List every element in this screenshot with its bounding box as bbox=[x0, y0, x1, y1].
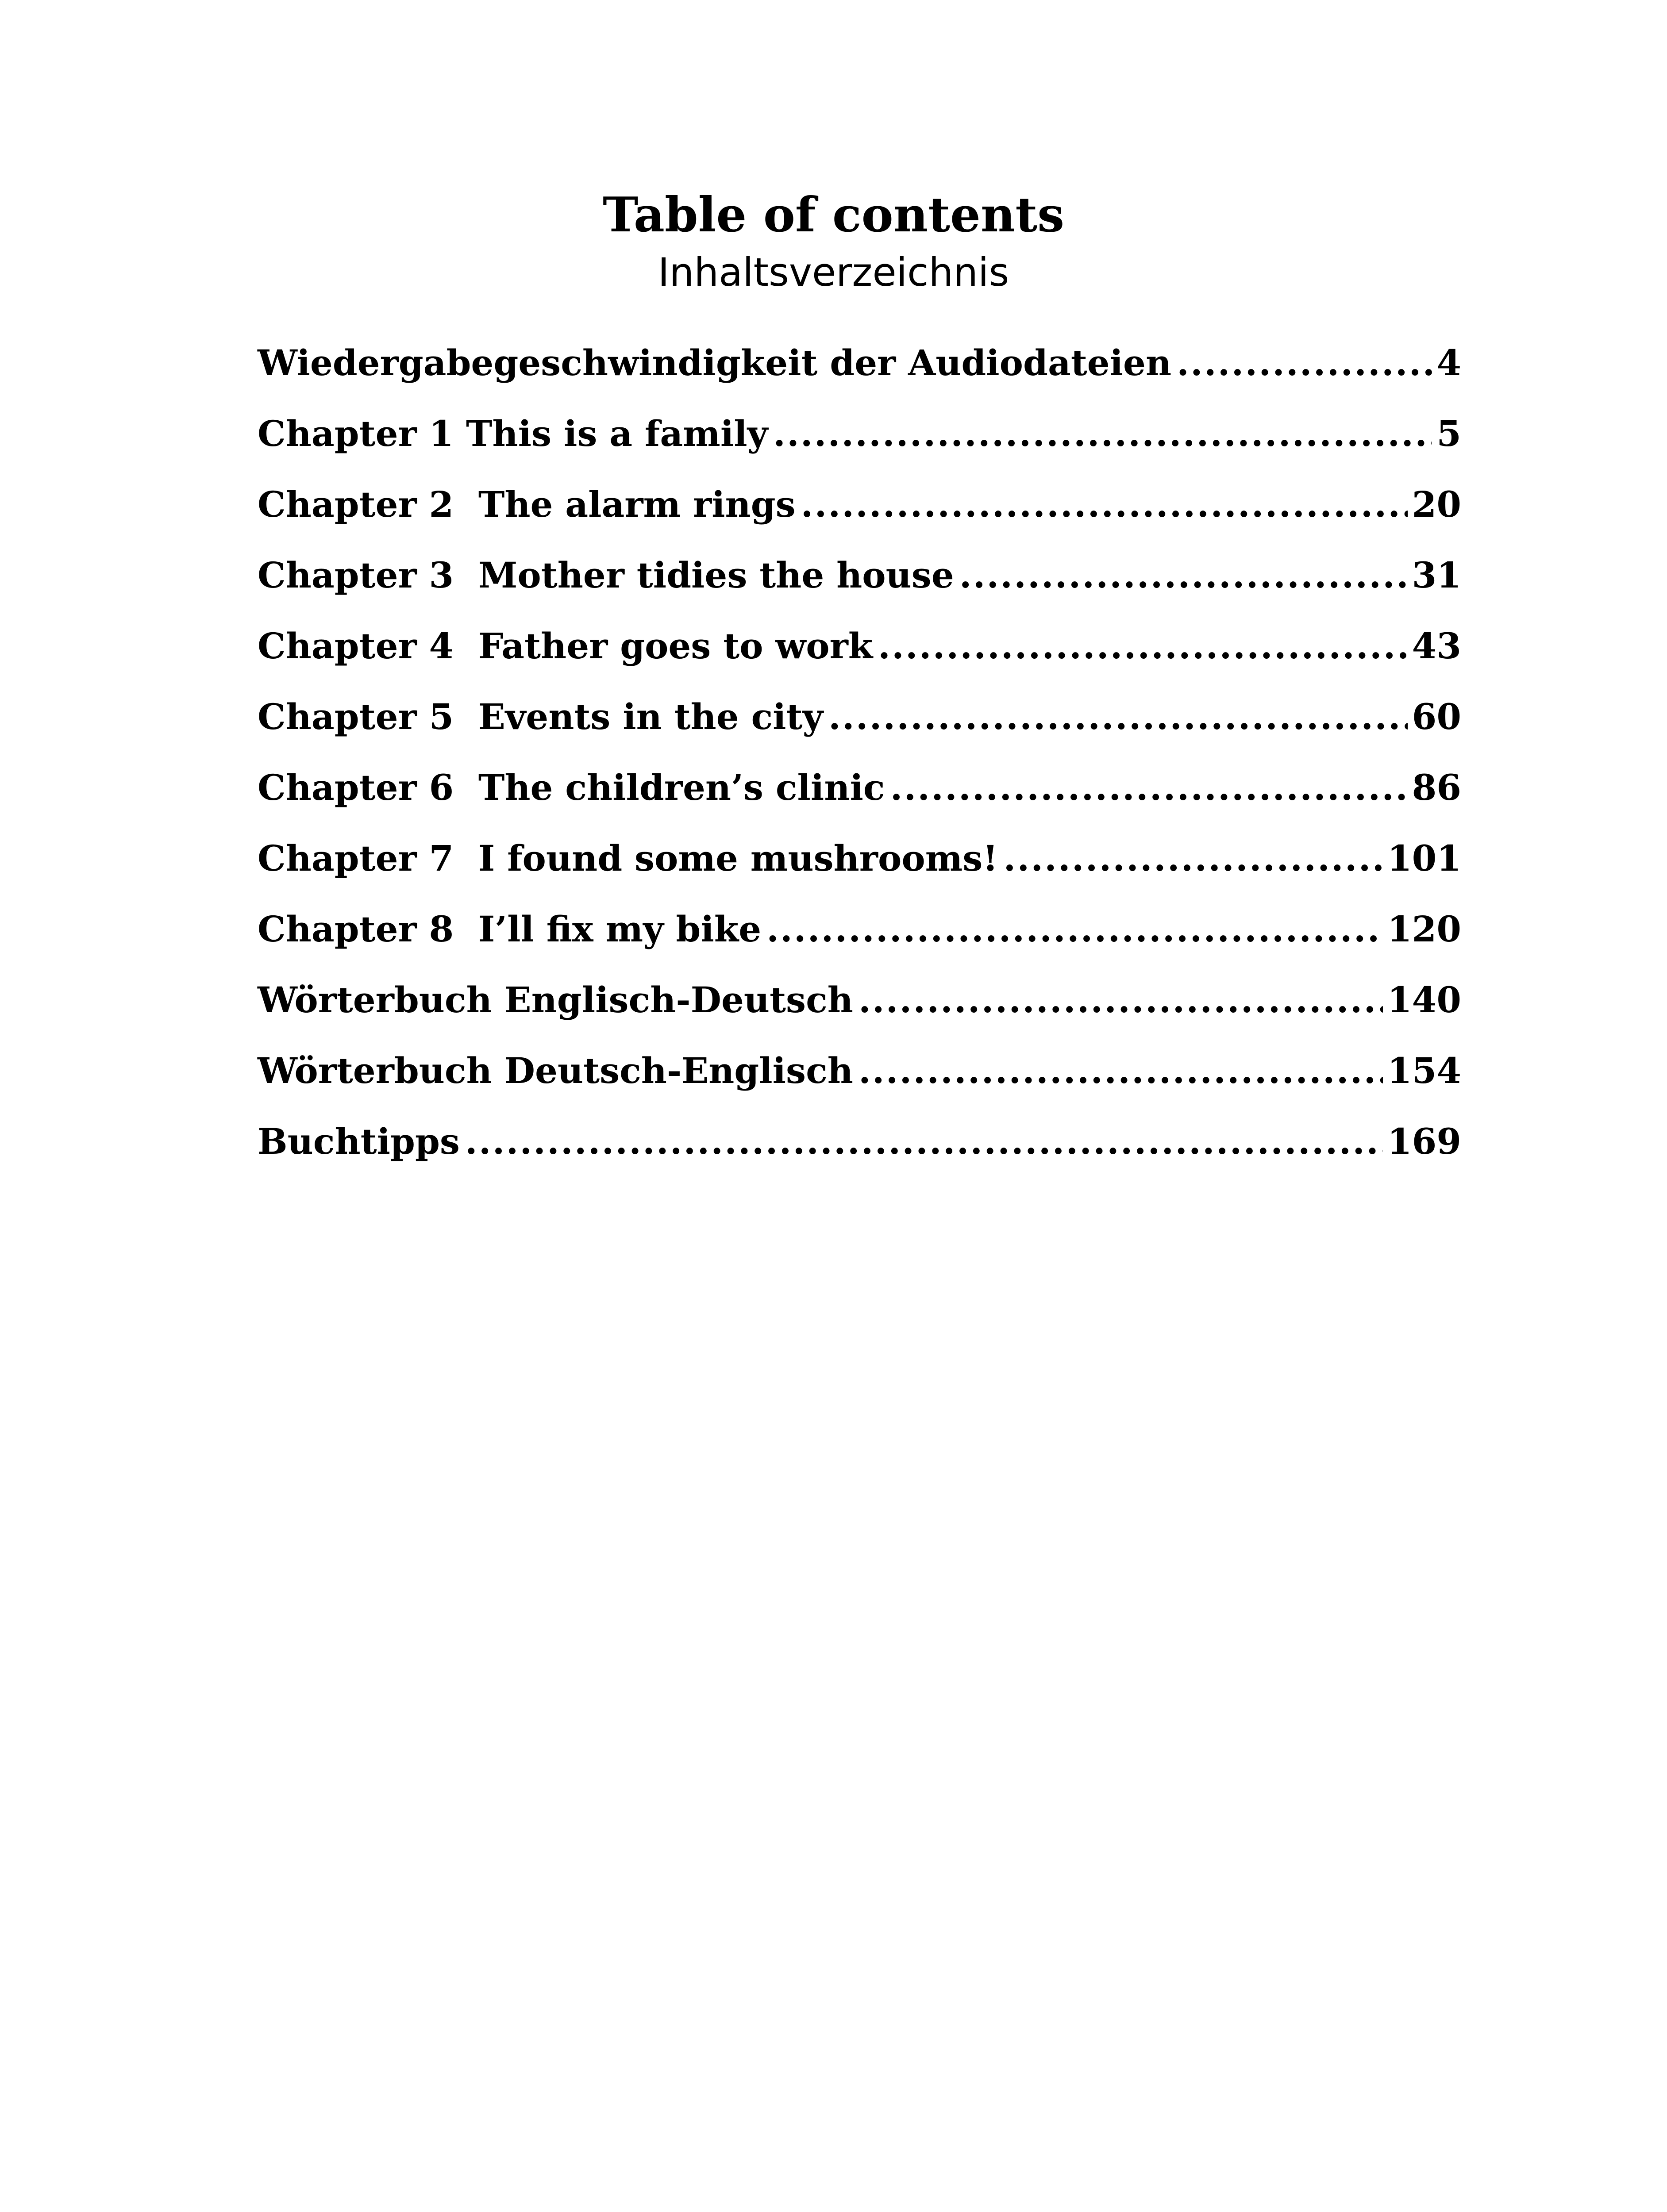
page-subtitle: Inhaltsverzeichnis bbox=[658, 250, 1009, 295]
toc-entry-label: Chapter 5 Events in the city bbox=[258, 696, 824, 737]
toc-entry-page: 169 bbox=[1387, 1121, 1461, 1162]
toc-entry-book-tips[interactable] bbox=[258, 1119, 1461, 1190]
toc-entry-page: 120 bbox=[1387, 908, 1461, 950]
toc-entry-page: 4 bbox=[1436, 342, 1461, 384]
dot-leader bbox=[1177, 341, 1432, 385]
toc-entry-audio-speed[interactable] bbox=[258, 341, 1461, 411]
toc-entry-dictionary-de-en[interactable] bbox=[258, 1048, 1461, 1119]
toc-entry-page: 31 bbox=[1412, 554, 1461, 596]
toc-entry-page: 60 bbox=[1412, 696, 1461, 737]
toc-entry-chapter-5[interactable] bbox=[258, 695, 1461, 765]
dot-leader bbox=[959, 553, 1408, 597]
toc-entry-chapter-4[interactable] bbox=[258, 624, 1461, 695]
toc-entry-chapter-1[interactable] bbox=[258, 411, 1461, 482]
dot-leader bbox=[766, 907, 1383, 951]
toc-entry-label: Wörterbuch Deutsch-Englisch bbox=[258, 1050, 853, 1091]
toc-entry-label: Chapter 3 Mother tidies the house bbox=[258, 554, 954, 596]
toc-entry-label: Chapter 7 I found some mushrooms! bbox=[258, 837, 998, 879]
toc-entry-label: Buchtipps bbox=[258, 1121, 460, 1162]
toc-entry-label: Chapter 1 This is a family bbox=[258, 413, 768, 454]
toc-entry-page: 140 bbox=[1387, 979, 1461, 1021]
toc-entry-page: 86 bbox=[1412, 767, 1461, 808]
dot-leader bbox=[878, 624, 1408, 668]
dot-leader bbox=[859, 1048, 1383, 1093]
toc-entry-chapter-2[interactable] bbox=[258, 482, 1461, 553]
dot-leader bbox=[890, 765, 1408, 810]
page-title: Table of contents bbox=[602, 187, 1065, 243]
toc-entry-chapter-3[interactable] bbox=[258, 553, 1461, 624]
toc-entry-label: Chapter 6 The children’s clinic bbox=[258, 767, 885, 808]
toc-entry-label: Chapter 8 I’ll fix my bike bbox=[258, 908, 762, 950]
dot-leader bbox=[773, 411, 1432, 456]
toc-entry-chapter-7[interactable] bbox=[258, 836, 1461, 907]
table-of-contents bbox=[258, 341, 1461, 1190]
toc-entry-chapter-6[interactable] bbox=[258, 765, 1461, 836]
dot-leader bbox=[1003, 836, 1383, 880]
toc-entry-page: 101 bbox=[1387, 837, 1461, 879]
toc-entry-label: Wiedergabegeschwindigkeit der Audiodateien bbox=[258, 342, 1172, 384]
toc-entry-page: 5 bbox=[1436, 413, 1461, 454]
toc-entry-label: Chapter 4 Father goes to work bbox=[258, 625, 873, 667]
toc-entry-page: 154 bbox=[1387, 1050, 1461, 1091]
dot-leader bbox=[828, 695, 1408, 739]
dot-leader bbox=[465, 1119, 1383, 1164]
toc-entry-dictionary-en-de[interactable] bbox=[258, 978, 1461, 1048]
dot-leader bbox=[801, 482, 1408, 526]
dot-leader bbox=[859, 978, 1383, 1022]
toc-entry-label: Wörterbuch Englisch-Deutsch bbox=[258, 979, 853, 1021]
toc-entry-page: 43 bbox=[1412, 625, 1461, 667]
toc-entry-page: 20 bbox=[1412, 484, 1461, 525]
toc-entry-chapter-8[interactable] bbox=[258, 907, 1461, 978]
toc-entry-label: Chapter 2 The alarm rings bbox=[258, 484, 796, 525]
